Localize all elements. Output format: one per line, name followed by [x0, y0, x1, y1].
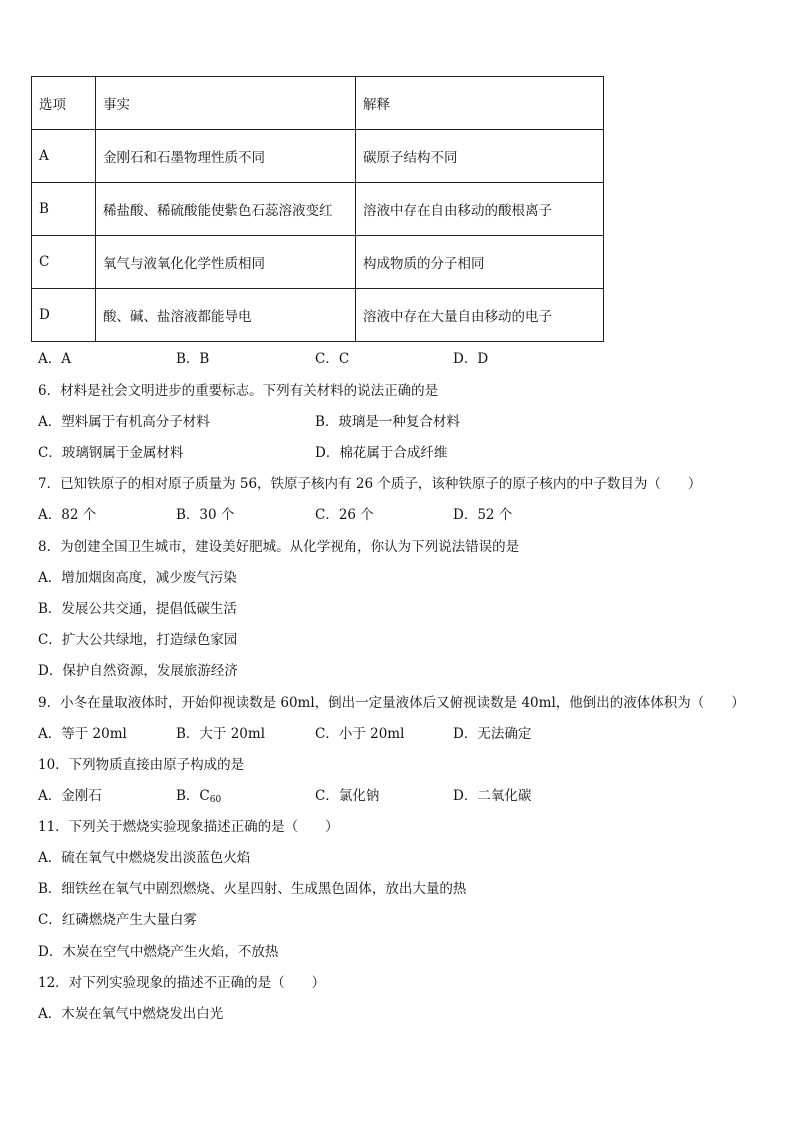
q12-stem: 12．对下列实验现象的描述不正确的是（ ） — [38, 975, 326, 991]
q7-stem: 7．已知铁原子的相对原子质量为 56，铁原子核内有 26 个质子，该种铁原子的原子核内的中子数目为（ ） — [38, 476, 702, 492]
table-row — [32, 130, 604, 183]
option-a[interactable]: A．82 个 — [38, 507, 97, 523]
option-d[interactable]: D．棉花属于合成纤维 — [315, 445, 448, 461]
q6-stem: 6．材料是社会文明进步的重要标志。下列有关材料的说法正确的是 — [38, 383, 439, 399]
table-cell: A — [32, 130, 96, 183]
option-c[interactable]: C．C — [315, 351, 350, 367]
q9-stem: 9．小冬在量取液体时，开始仰视读数是 60ml，倒出一定量液体后又俯视读数是 40ml，他倒出的液体体积为（ ） — [38, 695, 745, 711]
table-row — [32, 183, 604, 236]
option-a[interactable]: A．等于 20ml — [38, 726, 127, 742]
table-cell: 酸、碱、盐溶液都能导电 — [96, 289, 356, 342]
option-b-text: B．C — [176, 788, 210, 804]
table-cell: 构成物质的分子相同 — [356, 236, 604, 289]
option-b[interactable] — [176, 787, 221, 809]
option-d[interactable]: D．52 个 — [453, 507, 513, 523]
option-a[interactable]: A．木炭在氧气中燃烧发出白光 — [38, 1006, 224, 1022]
option-a[interactable]: A．增加烟囱高度，减少废气污染 — [38, 570, 237, 586]
table-row — [32, 289, 604, 342]
option-c[interactable]: C．氯化钠 — [315, 788, 380, 804]
table-cell: 氧气与液氧化化学性质相同 — [96, 236, 356, 289]
option-d[interactable]: D．二氧化碳 — [453, 788, 532, 804]
option-a[interactable]: A．硫在氧气中燃烧发出淡蓝色火焰 — [38, 850, 251, 866]
option-b[interactable]: B．B — [176, 351, 210, 367]
table-row — [32, 236, 604, 289]
q11-stem: 11．下列关于燃烧实验现象描述正确的是（ ） — [38, 819, 339, 835]
option-b[interactable]: B．30 个 — [176, 507, 235, 523]
facts-table — [31, 76, 604, 342]
q10-stem: 10．下列物质直接由原子构成的是 — [38, 757, 245, 773]
option-b[interactable]: B．大于 20ml — [176, 726, 266, 742]
subscript-60: 60 — [209, 795, 222, 805]
option-d[interactable]: D．无法确定 — [453, 726, 532, 742]
option-c[interactable]: C．扩大公共绿地，打造绿色家园 — [38, 632, 238, 648]
option-d[interactable]: D．保护自然资源，发展旅游经济 — [38, 663, 238, 679]
table-cell: B — [32, 183, 96, 236]
option-a[interactable]: A．A — [38, 351, 71, 367]
option-a[interactable]: A．塑料属于有机高分子材料 — [38, 414, 210, 430]
table-cell: 溶液中存在大量自由移动的电子 — [356, 289, 604, 342]
q8-stem: 8．为创建全国卫生城市，建设美好肥城。从化学视角，你认为下列说法错误的是 — [38, 539, 520, 555]
option-d[interactable]: D．木炭在空气中燃烧产生火焰，不放热 — [38, 944, 279, 960]
table-cell: C — [32, 236, 96, 289]
option-b[interactable]: B．细铁丝在氧气中剧烈燃烧、火星四射、生成黑色固体，放出大量的热 — [38, 881, 467, 897]
option-d[interactable]: D．D — [453, 351, 489, 367]
table-header-cell: 事实 — [96, 77, 356, 130]
option-c[interactable]: C．小于 20ml — [315, 726, 405, 742]
option-b[interactable]: B．发展公共交通，提倡低碳生活 — [38, 601, 237, 617]
table-cell: 碳原子结构不同 — [356, 130, 604, 183]
table-header-cell: 解释 — [356, 77, 604, 130]
table-cell: 溶液中存在自由移动的酸根离子 — [356, 183, 604, 236]
option-c[interactable]: C．红磷燃烧产生大量白雾 — [38, 912, 197, 928]
table-cell: D — [32, 289, 96, 342]
option-b[interactable]: B．玻璃是一种复合材料 — [315, 414, 460, 430]
table-cell: 金刚石和石墨物理性质不同 — [96, 130, 356, 183]
table-header-cell: 选项 — [32, 77, 96, 130]
option-c[interactable]: C．26 个 — [315, 507, 374, 523]
option-a[interactable]: A．金刚石 — [38, 788, 102, 804]
table-cell: 稀盐酸、稀硫酸能使紫色石蕊溶液变红 — [96, 183, 356, 236]
table-header-row — [32, 77, 604, 130]
option-c[interactable]: C．玻璃钢属于金属材料 — [38, 445, 184, 461]
